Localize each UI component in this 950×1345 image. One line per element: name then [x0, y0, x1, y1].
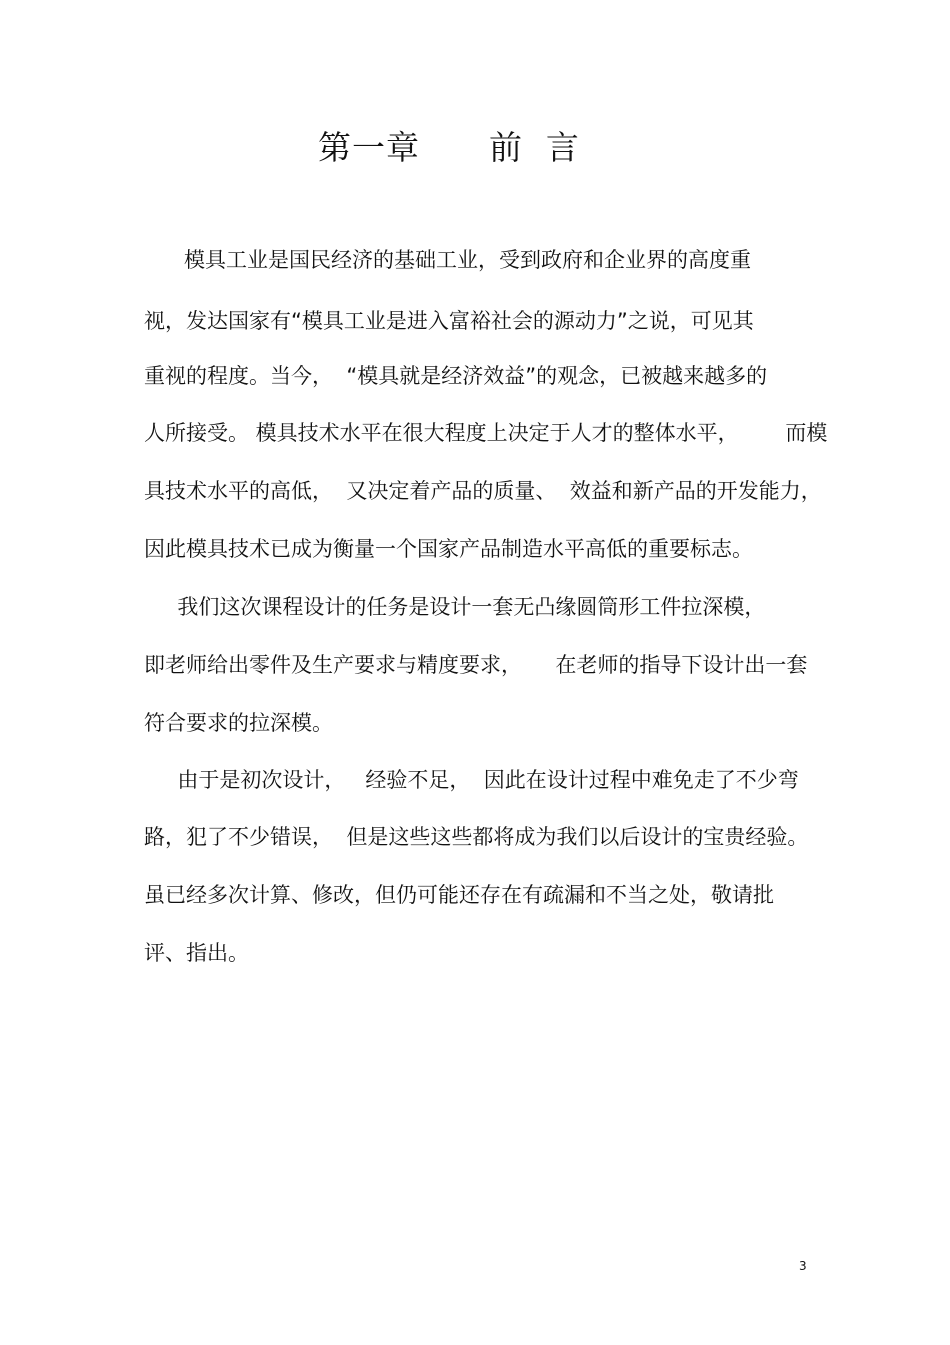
- chapter-title: 第一章 前 言: [318, 128, 580, 167]
- text-line: 符合要求的拉深模。: [144, 711, 333, 735]
- text-line: 因此模具技术已成为衡量一个国家产品制造水平高低的重要标志。: [144, 537, 753, 561]
- text-line: 虽已经多次计算、修改，但仍可能还存在有疏漏和不当之处，敬请批: [144, 883, 774, 907]
- text-line: 由于是初次设计， 经验不足， 因此在设计过程中难免走了不少弯: [144, 768, 799, 792]
- text-line: 人所接受。 模具技术水平在很大程度上决定于人才的整体水平， 而模: [144, 421, 828, 445]
- page-number: 3: [799, 1259, 807, 1273]
- text-line: 重视的程度。当今， “模具就是经济效益”的观念，已被越来越多的: [144, 364, 768, 388]
- text-line: 视，发达国家有“模具工业是进入富裕社会的源动力”之说，可见其: [144, 309, 754, 333]
- text-line: 评、指出。: [144, 941, 249, 965]
- text-line: 具技术水平的高低， 又决定着产品的质量、 效益和新产品的开发能力，: [144, 479, 822, 503]
- text-line: 即老师给出零件及生产要求与精度要求， 在老师的指导下设计出一套: [144, 653, 808, 677]
- text-line: 我们这次课程设计的任务是设计一套无凸缘圆筒形工件拉深模，: [144, 595, 766, 619]
- text-line: 路，犯了不少错误， 但是这些这些都将成为我们以后设计的宝贵经验。: [144, 825, 809, 849]
- text-line: 模具工业是国民经济的基础工业，受到政府和企业界的高度重: [144, 248, 752, 272]
